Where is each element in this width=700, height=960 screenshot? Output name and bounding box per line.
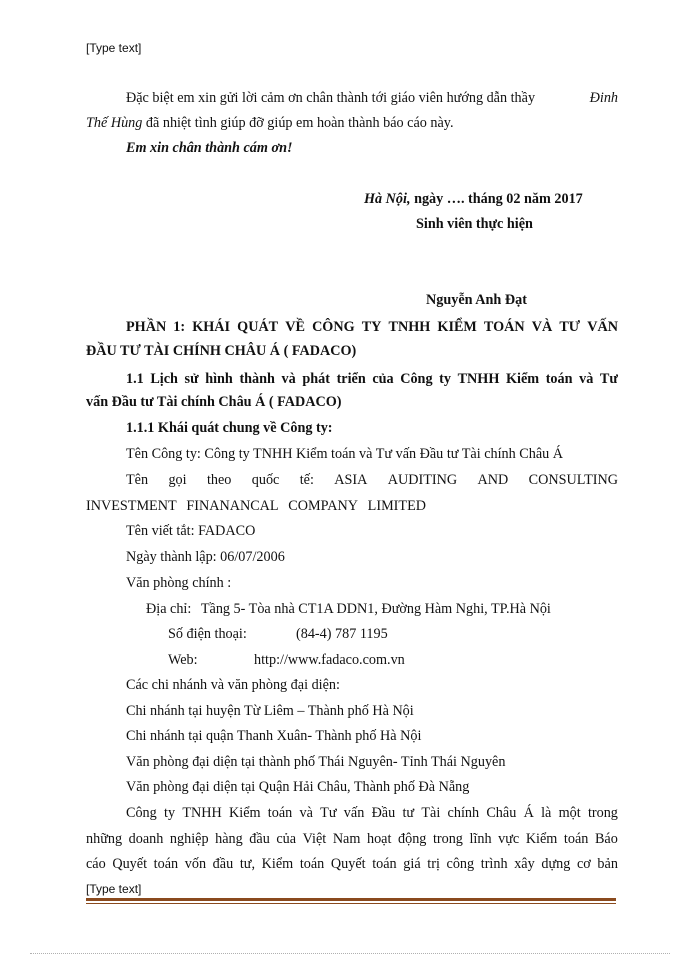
teacher-last-name: Thế Hùng [86, 115, 143, 131]
word: COMPANY [288, 498, 358, 514]
word: theo [206, 472, 232, 488]
word: nghiệp [169, 831, 209, 847]
signature-name: Nguyễn Anh Đạt [426, 292, 527, 308]
word: PHẦN [126, 319, 167, 335]
word: gọi [168, 472, 187, 488]
word: phát [302, 371, 330, 387]
thanks-text: Đặc biệt em xin gửi lời cảm ơn chân thành tới giáo viên hướng dẫn thầy [126, 90, 536, 106]
word: đầu [249, 831, 270, 847]
intl-name-line-1 [126, 471, 618, 489]
thanks-line-2 [86, 114, 618, 132]
word: QUÁT [237, 319, 279, 335]
word: CONSULTING [528, 472, 618, 488]
word: là [541, 805, 552, 821]
signature-date-text: ngày …. tháng 02 năm 2017 [414, 191, 583, 207]
branch-item: Chi nhánh tại quận Thanh Xuân- Thành phố Hà Nội [126, 728, 422, 744]
web-line [168, 651, 618, 669]
description-line-1 [126, 804, 618, 822]
word: Công [126, 805, 157, 821]
word: triển [336, 371, 366, 387]
word: hoạt [366, 831, 392, 847]
part1-title-line-1 [126, 318, 618, 336]
word: toán [153, 856, 179, 872]
word: Báo [594, 831, 618, 847]
section-1-1-title-line-2: vấn Đầu tư Tài chính Châu Á ( FADACO) [86, 394, 342, 410]
word: tư, [239, 856, 255, 872]
word: Tên [126, 472, 149, 488]
word: Kiểm [229, 805, 261, 821]
word: cơ [576, 856, 591, 872]
word: Tư [599, 371, 618, 387]
phone-label: Số điện thoại: [168, 626, 247, 642]
teacher-first-name: Đinh [589, 90, 618, 106]
word: Á [523, 805, 534, 821]
word: Kiểm [525, 831, 558, 847]
word: hình [205, 371, 233, 387]
part1-title-line-2: ĐẦU TƯ TÀI CHÍNH CHÂU Á ( FADACO) [86, 343, 357, 359]
word: và [299, 805, 313, 821]
word: AUDITING [387, 472, 458, 488]
page-boundary [30, 953, 670, 954]
branch-item: Văn phòng đại diện tại Quận Hải Châu, Thành phố Đà Nẵng [126, 779, 470, 795]
word: và [579, 371, 594, 387]
word: giá [403, 856, 421, 872]
page-footer: [Type text] [86, 882, 142, 896]
word: quốc [251, 472, 280, 488]
word: CÔNG [312, 319, 355, 335]
word: của [276, 831, 297, 847]
word: VỀ [285, 319, 305, 335]
word: Việt [302, 831, 327, 847]
phone-value: (84-4) 787 1195 [296, 626, 388, 642]
word: của [372, 371, 394, 387]
word: Kiểm [505, 371, 540, 387]
word: bản [597, 856, 618, 872]
word: toán [267, 805, 293, 821]
word: xây [514, 856, 535, 872]
closing-thanks: Em xin chân thành cám ơn! [126, 140, 293, 156]
word: ty [439, 371, 451, 387]
word: VÀ [531, 319, 553, 335]
description-line-2 [86, 830, 618, 848]
footer-rule-thin [86, 903, 616, 904]
branches-heading: Các chi nhánh và văn phòng đại diện: [126, 677, 340, 693]
word: TƯ [559, 319, 581, 335]
word: vấn [343, 805, 365, 821]
word: Châu [486, 805, 517, 821]
word: những [86, 831, 123, 847]
word: Quyết [330, 856, 366, 872]
word: chính [447, 805, 480, 821]
word: trong [432, 831, 463, 847]
word: TNHH [182, 805, 222, 821]
word: INVESTMENT [86, 498, 177, 514]
intl-name-line-2 [86, 497, 426, 515]
branch-item: Văn phòng đại diện tại thành phố Thái Nguyên- Tỉnh Thái Nguyên [126, 754, 506, 770]
word: toán [372, 856, 397, 872]
address-value: Tầng 5- Tòa nhà CT1A DDN1, Đường Hàm Nghi, TP.Hà Nội [200, 601, 551, 617]
web-link[interactable]: http://www.fadaco.com.vn [254, 652, 405, 668]
word: TNHH [388, 319, 431, 335]
word: Kiểm [261, 856, 294, 872]
branch-item: Chi nhánh tại huyện Từ Liêm – Thành phố Hà Nội [126, 703, 414, 719]
word: công [446, 856, 475, 872]
word: FINANANCAL [186, 498, 279, 514]
head-office-label: Văn phòng chính : [126, 575, 232, 591]
word: Tài [421, 805, 441, 821]
word: sử [184, 371, 199, 387]
footer-rule-thick [86, 898, 616, 901]
word: tư [402, 805, 415, 821]
word: trong [587, 805, 618, 821]
word: VẤN [587, 319, 618, 335]
word: Nam [332, 831, 361, 847]
word: động [398, 831, 427, 847]
word: cáo [86, 856, 106, 872]
word: và [281, 371, 296, 387]
word: ASIA [334, 472, 368, 488]
word: TNHH [457, 371, 500, 387]
word: một [558, 805, 581, 821]
word: Đầu [371, 805, 396, 821]
word: toán [299, 856, 325, 872]
word: 1.1 [126, 371, 144, 387]
word: Tư [320, 805, 337, 821]
word: Công [400, 371, 433, 387]
signature-role: Sinh viên thực hiện [416, 216, 533, 232]
company-name-line: Tên Công ty: Công ty TNHH Kiểm toán và Tư vấn Đầu tư Tài chính Châu Á [126, 446, 564, 462]
signature-date [364, 190, 624, 208]
word: trị [427, 856, 440, 872]
word: LIMITED [367, 498, 426, 514]
word: Quyết [112, 856, 148, 872]
word: đầu [212, 856, 234, 872]
word: thành [239, 371, 275, 387]
word: Lịch [150, 371, 178, 387]
word: AND [477, 472, 509, 488]
word: hàng [215, 831, 243, 847]
word: KHÁI [192, 319, 231, 335]
word: vực [498, 831, 520, 847]
web-label: Web: [168, 652, 198, 668]
section-1-1-title-line-1 [126, 370, 618, 388]
thanks-rest: đã nhiệt tình giúp đỡ giúp em hoàn thành báo cáo này. [145, 115, 454, 131]
word: dựng [541, 856, 571, 872]
address-line [146, 600, 618, 618]
word: lĩnh [469, 831, 492, 847]
section-1-1-1-title: 1.1.1 Khái quát chung về Công ty: [126, 420, 333, 436]
word: ty [164, 805, 176, 821]
word: toán [545, 371, 573, 387]
word: vốn [184, 856, 207, 872]
word: tế: [299, 472, 314, 488]
word: trình [480, 856, 508, 872]
word: TY [361, 319, 382, 335]
description-line-3 [86, 855, 618, 873]
signature-place: Hà Nội, [364, 191, 411, 207]
company-founded: Ngày thành lập: 06/07/2006 [126, 549, 285, 565]
word: toán [563, 831, 589, 847]
address-label: Địa chỉ: [146, 601, 192, 617]
phone-line [168, 625, 618, 643]
company-abbr: Tên viết tắt: FADACO [126, 523, 256, 539]
word: TOÁN [483, 319, 525, 335]
word: doanh [128, 831, 164, 847]
page-header: [Type text] [86, 41, 142, 55]
word: KIỂM [437, 319, 477, 335]
word: 1: [173, 319, 186, 335]
thanks-line-1 [126, 89, 618, 107]
